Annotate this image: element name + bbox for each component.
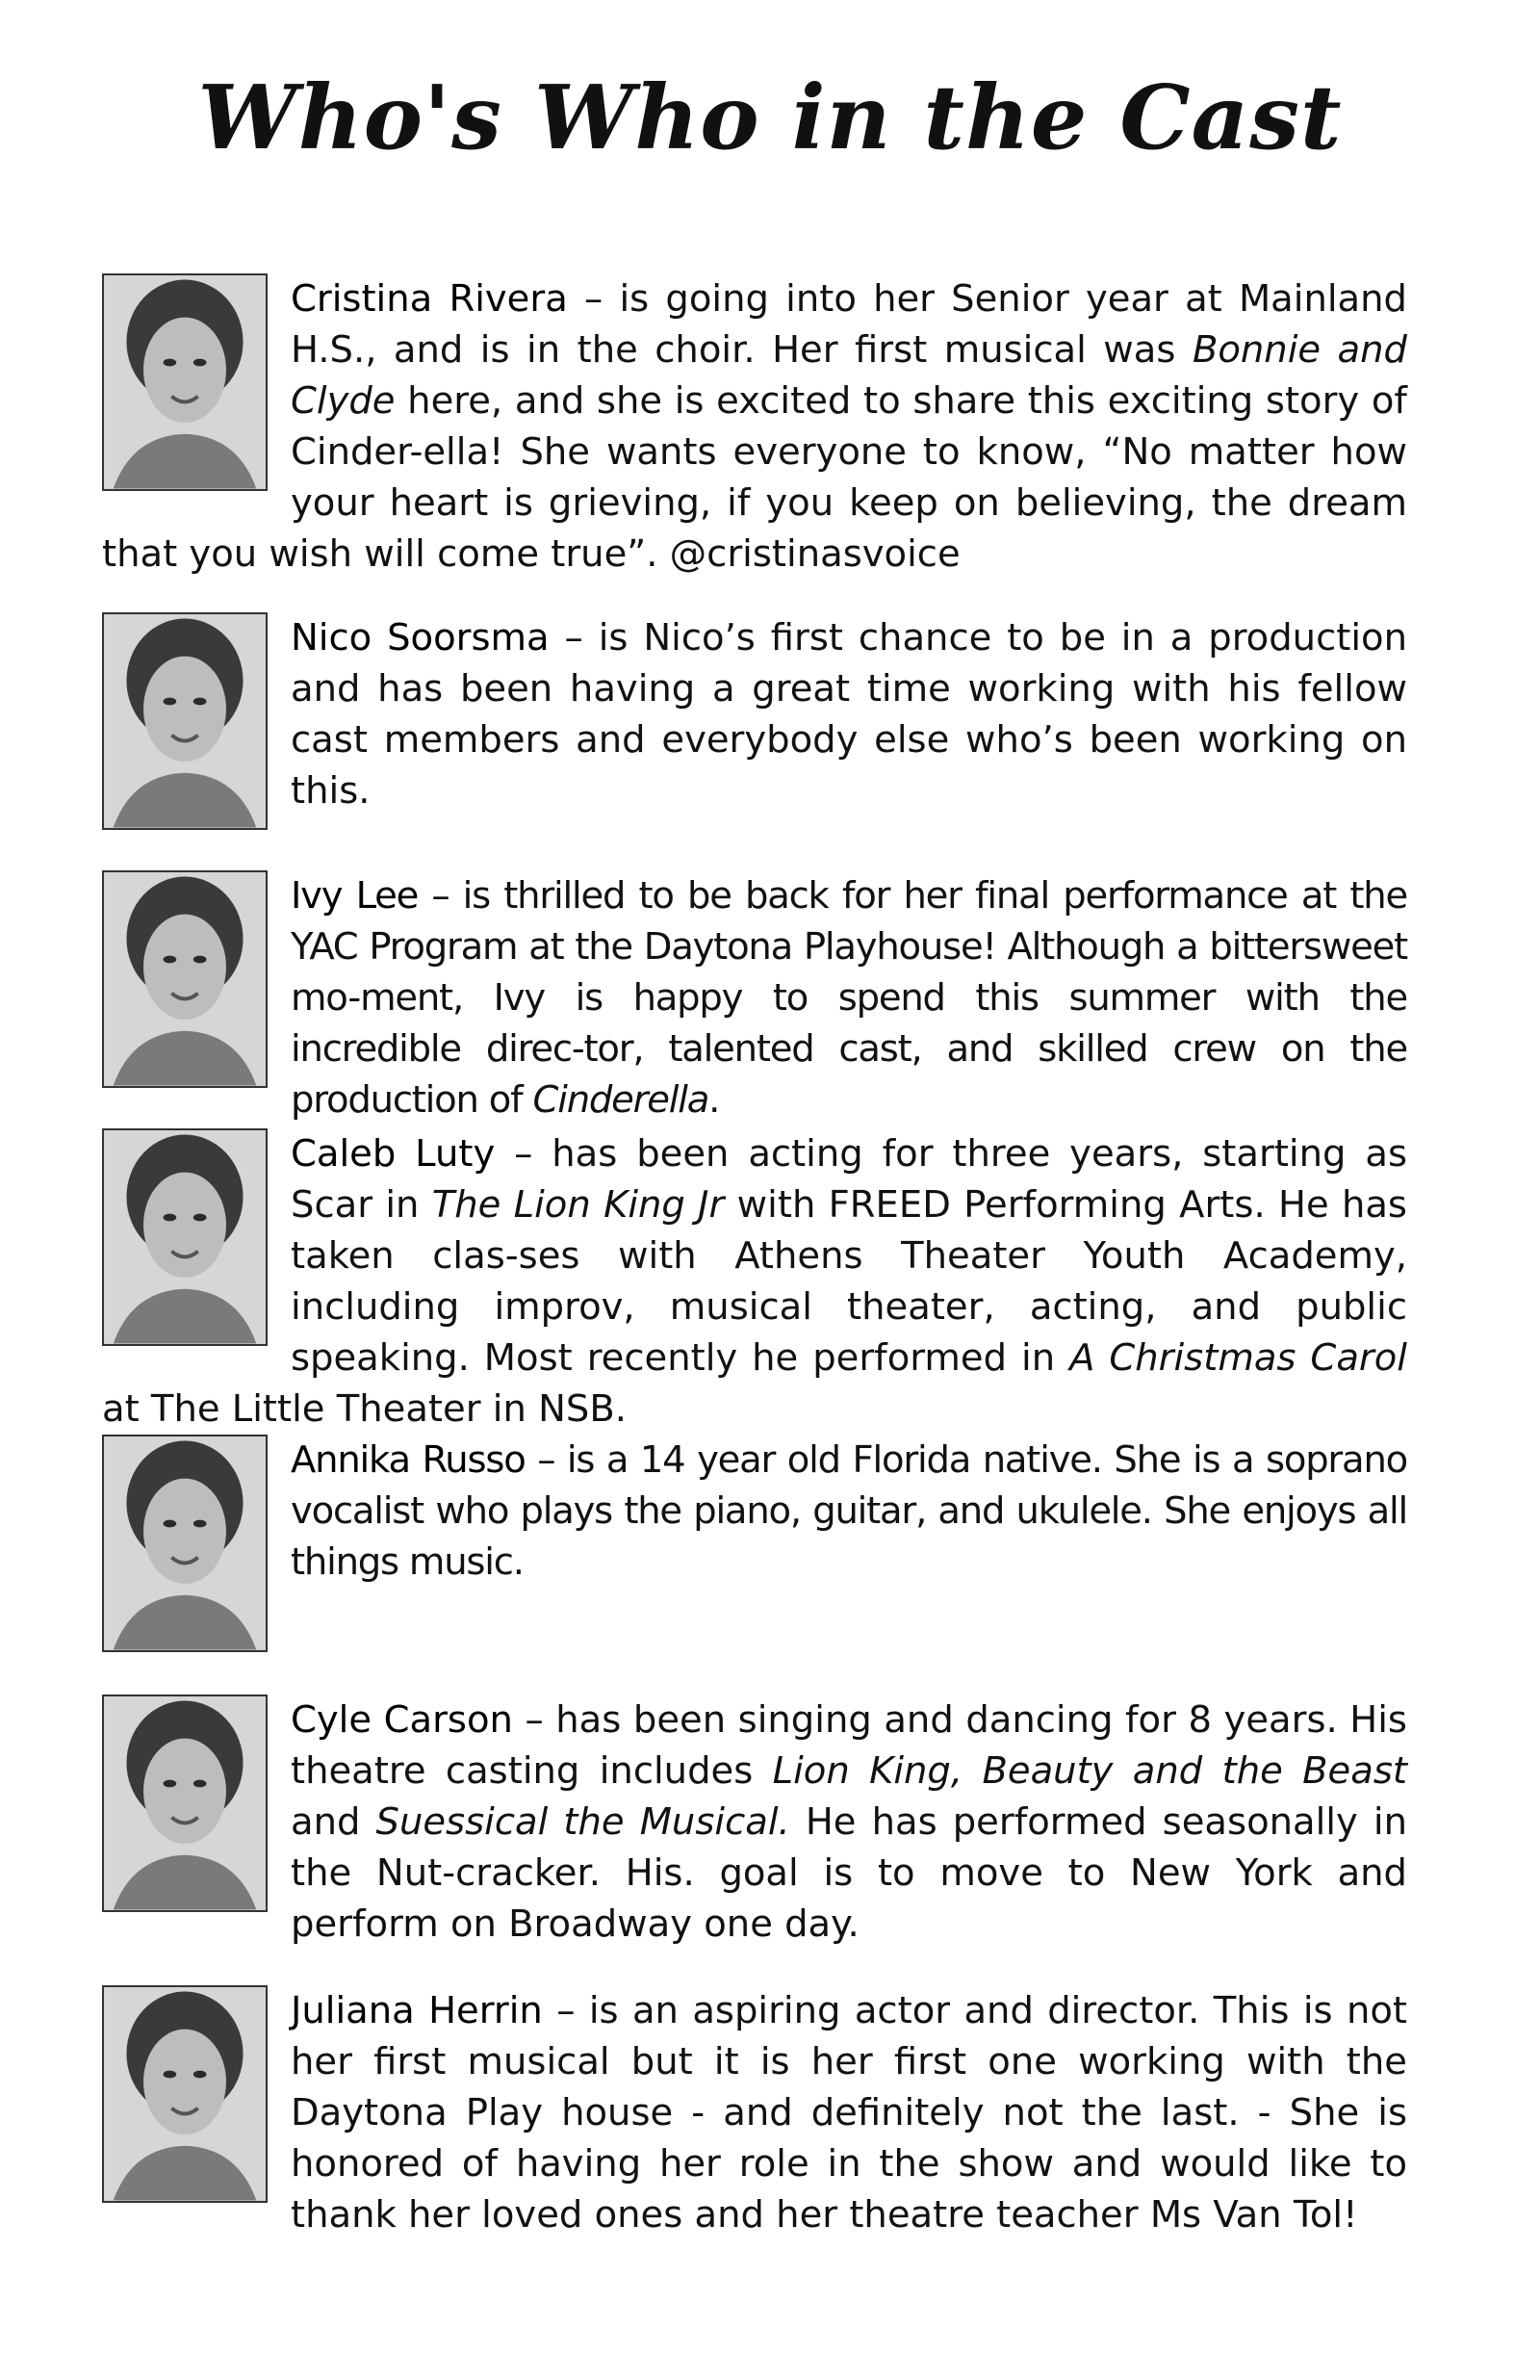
- cast-bio: [102, 1985, 1407, 2240]
- headshot-photo: [102, 1694, 268, 1912]
- cast-entry: [102, 273, 1407, 580]
- cast-entry: [102, 1435, 1407, 1658]
- title-italic: Bonnie and Clyde: [291, 328, 1407, 423]
- cast-entry: [102, 870, 1407, 1125]
- cast-bio: [102, 273, 1407, 580]
- bio-run: – has been singing and dancing for 8 years. His theatre casting includes: [291, 1698, 1407, 1793]
- headshot-photo: [102, 1128, 268, 1346]
- title-italic: Lion King, Beauty and the Beast: [772, 1749, 1407, 1793]
- bio-run: – is a 14 year old Florida native. She is a soprano vocalist who plays the piano, guitar, and ukulele. She enjoys all things music.: [291, 1438, 1408, 1584]
- cast-entry: [102, 1128, 1407, 1435]
- cast-bio: [102, 1694, 1407, 1950]
- cast-name: Cyle Carson: [291, 1698, 513, 1742]
- cast-bio: [102, 1435, 1407, 1588]
- cast-bio: [102, 1128, 1407, 1435]
- bio-run: here, and she is excited to share this exciting story of Cinder-ella! She wants everyone to know, “No matter how your heart is grieving, if you keep on believing, the dream that you wish will come true”. @cristinasvoice: [102, 379, 1407, 576]
- cast-bio: [102, 870, 1407, 1125]
- bio-text: [291, 874, 1407, 1122]
- headshot-photo: [102, 870, 268, 1088]
- headshot-photo: [102, 1985, 268, 2203]
- cast-entry: [102, 612, 1407, 836]
- page-title: Who's Who in the Cast: [197, 65, 1343, 169]
- title-italic: Suessical the Musical.: [375, 1800, 790, 1844]
- cast-name: Caleb Luty: [291, 1132, 496, 1176]
- title-italic: Cinderella: [532, 1078, 709, 1122]
- bio-run: – is Nico’s first chance to be in a production and has been having a great time working with his fellow cast members and everybody else who’s been working on this.: [291, 616, 1407, 813]
- cast-name: Cristina Rivera: [291, 277, 568, 321]
- bio-run: and: [291, 1800, 376, 1844]
- bio-text: [102, 277, 1407, 576]
- cast-entry: [102, 1694, 1407, 1950]
- cast-name: Annika Russo: [291, 1438, 526, 1482]
- cast-bio: [102, 612, 1407, 816]
- bio-run: at The Little Theater in NSB.: [102, 1387, 627, 1431]
- cast-name: Ivy Lee: [291, 874, 419, 918]
- bio-run: – is going into her Senior year at Mainland H.S., and is in the choir. Her first musical was: [291, 277, 1407, 372]
- bio-run: He has performed seasonally in the Nut-cracker. His. goal is to move to New York and perform on Broadway one day.: [291, 1800, 1407, 1946]
- title-italic: A Christmas Carol: [1069, 1336, 1407, 1380]
- cast-name: Juliana Herrin: [291, 1989, 543, 2032]
- title-italic: The Lion King Jr: [431, 1183, 725, 1227]
- bio-run: – is an aspiring actor and director. This is not her first musical but it is her first one working with the Daytona Play house - and definitely not the last. - She is honored of having her role in the show and would like to thank her loved ones and her theatre teacher Ms Van Tol!: [291, 1989, 1407, 2237]
- headshot-photo: [102, 1435, 268, 1652]
- bio-text: [102, 1132, 1407, 1431]
- bio-run: .: [708, 1078, 720, 1122]
- bio-run: with FREED Performing Arts. He has taken clas-ses with Athens Theater Youth Academy, including improv, musical theater, acting, and public speaking. Most recently he performed in: [291, 1183, 1407, 1380]
- bio-run: – has been acting for three years, starting as Scar in: [291, 1132, 1407, 1227]
- headshot-photo: [102, 612, 268, 830]
- cast-entry: [102, 1985, 1407, 2240]
- bio-run: – is thrilled to be back for her final performance at the YAC Program at the Daytona Playhouse! Although a bittersweet mo-ment, Ivy is happy to spend this summer with the incredible direc-tor, talented cast, and skilled crew on the production of: [291, 874, 1407, 1122]
- cast-name: Nico Soorsma: [291, 616, 550, 660]
- headshot-photo: [102, 273, 268, 491]
